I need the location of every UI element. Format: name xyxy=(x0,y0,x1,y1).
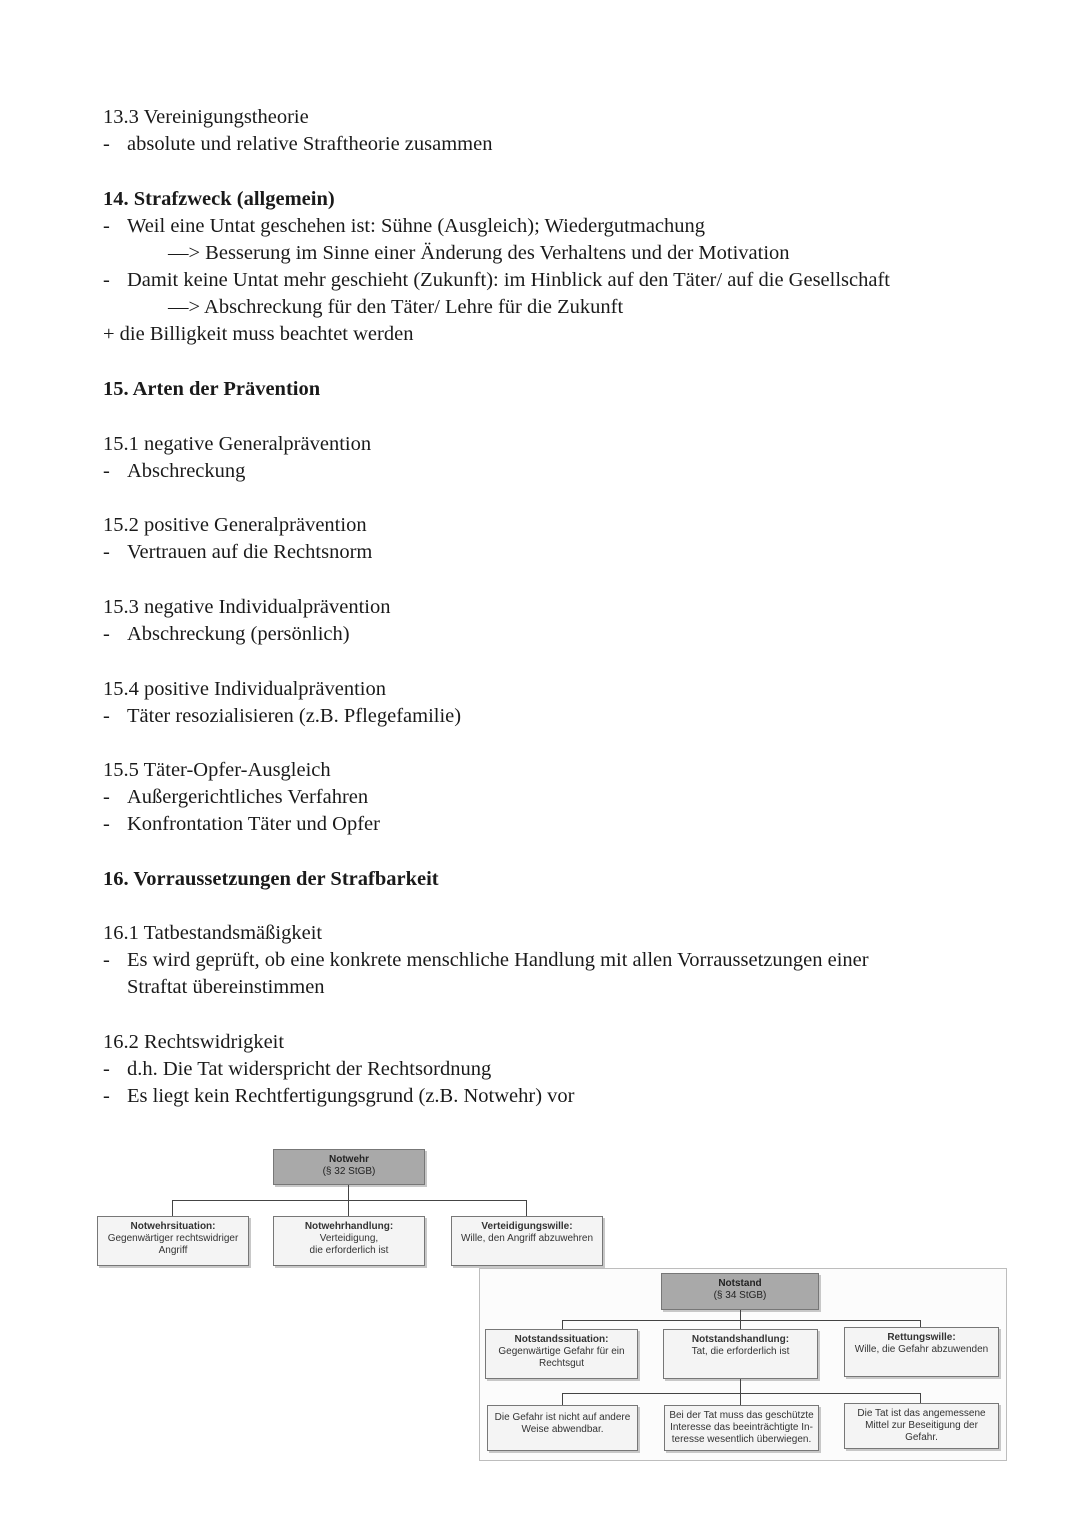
bullet-text: Konfrontation Täter und Opfer xyxy=(127,813,380,835)
bullet-item xyxy=(103,947,869,974)
connector-line xyxy=(526,1200,527,1216)
bullet-dash: - xyxy=(103,949,110,971)
connector-line xyxy=(562,1393,563,1405)
section-13-3-heading: 13.3 Vereinigungstheorie xyxy=(103,106,309,128)
notwehr-law: (§ 32 StGB) xyxy=(322,1166,376,1177)
section-16-1-heading: 16.1 Tatbestandsmäßigkeit xyxy=(103,922,323,944)
bullet-item xyxy=(103,784,368,811)
bullet-text: Vertrauen auf die Rechtsnorm xyxy=(127,541,373,563)
bullet-item xyxy=(103,703,461,730)
section-16-2-heading: 16.2 Rechtswidrigkeit xyxy=(103,1031,285,1053)
bullet-text: Täter resozialisieren (z.B. Pflegefamilie) xyxy=(127,705,462,727)
verteidigungswille-box xyxy=(451,1216,603,1266)
box-text: Die Tat ist das angemessene xyxy=(857,1408,986,1419)
connector-line xyxy=(740,1393,741,1405)
notstand-detail-box xyxy=(664,1405,819,1451)
notstand-title: Notstand xyxy=(718,1278,762,1289)
bullet-item xyxy=(103,1083,574,1110)
sub-point: —> Besserung im Sinne einer Änderung des Verhaltens und der Motivation xyxy=(168,242,790,264)
notwehrhandlung-box xyxy=(273,1216,425,1266)
bullet-dash: - xyxy=(103,813,110,835)
box-title: Rettungswille: xyxy=(887,1332,956,1343)
notstand-detail-box xyxy=(487,1405,638,1451)
notwehr-title: Notwehr xyxy=(329,1154,369,1165)
box-text: Verteidigung, xyxy=(319,1233,379,1244)
bullet-dash: - xyxy=(103,215,110,237)
bullet-dash: - xyxy=(103,460,110,482)
section-15-4-heading: 15.4 positive Individualprävention xyxy=(103,678,386,700)
bullet-dash: - xyxy=(103,269,110,291)
connector-line xyxy=(562,1320,920,1321)
notwehr-diagram xyxy=(94,1140,606,1272)
connector-line xyxy=(348,1185,349,1200)
notwehr-title-box xyxy=(273,1149,425,1185)
section-15-3-heading: 15.3 negative Individualprävention xyxy=(103,596,391,618)
bullet-item xyxy=(103,267,890,294)
section-15-5-heading: 15.5 Täter-Opfer-Ausgleich xyxy=(103,759,331,781)
rettungswille-box xyxy=(844,1327,999,1377)
box-text: die erforderlich ist xyxy=(309,1245,389,1256)
box-title: Notstandshandlung: xyxy=(691,1334,790,1345)
notstand-law: (§ 34 StGB) xyxy=(713,1290,767,1301)
note-text: + die Billigkeit muss beachtet werden xyxy=(103,323,414,345)
bullet-text: Es wird geprüft, ob eine konkrete menschliche Handlung mit allen Vorraussetzungen einer xyxy=(127,949,869,971)
box-text: Mittel zur Beseitigung der xyxy=(865,1420,978,1431)
box-text: Angriff xyxy=(158,1245,188,1256)
bullet-dash: - xyxy=(103,133,110,155)
connector-line xyxy=(740,1379,741,1393)
notstandshandlung-box xyxy=(663,1329,818,1379)
bullet-text: d.h. Die Tat widerspricht der Rechtsordnung xyxy=(127,1058,492,1080)
box-text: Tat, die erforderlich ist xyxy=(691,1346,790,1357)
notstand-detail-box xyxy=(844,1403,999,1449)
connector-line xyxy=(172,1200,173,1216)
section-15-2-heading: 15.2 positive Generalprävention xyxy=(103,514,367,536)
box-text: Weise abwendbar. xyxy=(521,1424,604,1435)
bullet-dash: - xyxy=(103,623,110,645)
notstandssituation-box xyxy=(485,1329,638,1379)
notstand-title-box xyxy=(661,1273,819,1310)
box-text: Interesse das beeinträchtigte In- xyxy=(670,1422,813,1433)
bullet-text: Außergerichtliches Verfahren xyxy=(127,786,369,808)
box-title: Verteidigungswille: xyxy=(481,1221,573,1232)
box-text: Die Gefahr ist nicht auf andere xyxy=(494,1412,631,1423)
box-title: Notstandssituation: xyxy=(514,1334,609,1345)
section-16-heading: 16. Vorraussetzungen der Strafbarkeit xyxy=(103,868,439,890)
connector-line xyxy=(172,1200,526,1201)
bullet-continuation: Straftat übereinstimmen xyxy=(127,976,325,998)
sub-point: —> Abschreckung für den Täter/ Lehre für die Zukunft xyxy=(168,296,624,318)
bullet-item xyxy=(103,213,705,240)
bullet-text: absolute und relative Straftheorie zusammen xyxy=(127,133,493,155)
bullet-dash: - xyxy=(103,786,110,808)
bullet-text: Abschreckung xyxy=(127,460,246,482)
bullet-text: Weil eine Untat geschehen ist: Sühne (Ausgleich); Wiedergutmachung xyxy=(127,215,706,237)
connector-line xyxy=(348,1200,349,1216)
bullet-dash: - xyxy=(103,1085,110,1107)
box-text: Gegenwärtiger rechtswidriger xyxy=(107,1233,239,1244)
connector-line xyxy=(920,1393,921,1403)
connector-line xyxy=(740,1320,741,1329)
bullet-text: Abschreckung (persönlich) xyxy=(127,623,350,645)
connector-line xyxy=(562,1393,920,1394)
box-text: teresse wesentlich überwiegen. xyxy=(671,1434,812,1445)
bullet-item xyxy=(103,1056,491,1083)
box-title: Notwehrsituation: xyxy=(130,1221,216,1232)
bullet-dash: - xyxy=(103,1058,110,1080)
box-title: Notwehrhandlung: xyxy=(304,1221,394,1232)
bullet-dash: - xyxy=(103,541,110,563)
bullet-item xyxy=(103,621,350,648)
notstand-diagram xyxy=(479,1268,1007,1461)
box-text: Bei der Tat muss das geschützte xyxy=(669,1410,814,1421)
section-15-1-heading: 15.1 negative Generalprävention xyxy=(103,433,372,455)
section-14-heading: 14. Strafzweck (allgemein) xyxy=(103,188,335,210)
bullet-text: Damit keine Untat mehr geschieht (Zukunft): im Hinblick auf den Täter/ auf die Gesellschaft xyxy=(127,269,890,291)
box-text: Wille, den Angriff abzuwehren xyxy=(460,1233,594,1244)
box-text: Wille, die Gefahr abzuwenden xyxy=(854,1344,989,1355)
box-text: Rechtsgut xyxy=(538,1358,585,1369)
bullet-item xyxy=(103,458,245,485)
bullet-item xyxy=(103,539,372,566)
notwehrsituation-box xyxy=(97,1216,249,1266)
bullet-text: Es liegt kein Rechtfertigungsgrund (z.B. Notwehr) vor xyxy=(127,1085,575,1107)
section-15-heading: 15. Arten der Prävention xyxy=(103,378,321,400)
connector-line xyxy=(740,1310,741,1320)
connector-line xyxy=(562,1320,563,1329)
bullet-item xyxy=(103,131,492,158)
box-text: Gefahr. xyxy=(905,1432,938,1443)
bullet-item xyxy=(103,811,380,838)
bullet-dash: - xyxy=(103,705,110,727)
box-text: Gegenwärtige Gefahr für ein xyxy=(498,1346,625,1357)
